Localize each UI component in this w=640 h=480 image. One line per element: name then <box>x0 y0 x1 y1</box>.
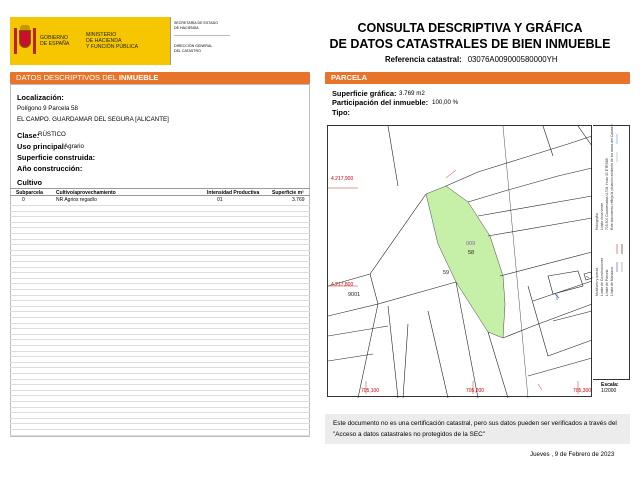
table-rule-line <box>10 306 310 307</box>
clase-label: Clase: <box>17 131 40 140</box>
col-intensidad: Intensidad Productiva <box>207 190 260 196</box>
parcel-58-label: 58 <box>468 250 475 256</box>
table-rule-line <box>10 222 310 223</box>
coord-y1: 4.217,900 <box>331 176 354 182</box>
table-rule-line <box>10 255 310 256</box>
localizacion-line2: EL CAMPO. GUARDAMAR DEL SEGURA [ALICANTE] <box>17 116 169 123</box>
col-cultivo: Cultivo/aprovechamiento <box>56 190 116 196</box>
page-title <box>310 20 630 52</box>
legend-item: 705.500 Coordenadas U.T.M. Huso 30 ETRS89 <box>605 158 609 230</box>
coord-y2: 4.217,800 <box>331 282 354 288</box>
col-subparcela: Subparcela <box>16 190 43 196</box>
table-rule-line <box>10 334 310 335</box>
cadastral-map[interactable] <box>327 125 592 397</box>
table-rule-line <box>10 362 310 363</box>
legend-item: Hidrografía <box>595 213 599 230</box>
table-rule-line <box>10 261 310 262</box>
table-row <box>10 196 310 204</box>
table-rule-line <box>10 205 310 206</box>
table-rule-line <box>10 244 310 245</box>
disclaimer-notice: Este documento no es una certificación catastral, pero sus datos pueden ser verificados a través del "Acceso a datos catastrales no protegidos de la SEC" <box>325 414 630 444</box>
map-drawing <box>328 126 593 398</box>
table-rule-line <box>10 373 310 374</box>
uso-label: Uso principal: <box>17 142 67 151</box>
table-rule-line <box>10 367 310 368</box>
table-rule-line <box>10 435 310 436</box>
table-rule-line <box>10 412 310 413</box>
title-line-1: CONSULTA DESCRIPTIVA Y GRÁFICA <box>357 21 583 35</box>
table-rule-line <box>10 267 310 268</box>
scale-value: 1/2000 <box>601 388 617 394</box>
table-rule-line <box>10 300 310 301</box>
coord-x2: 705,200 <box>466 388 485 394</box>
logo-secretaria: SECRETARÍA DE ESTADO DE HACIENDA <box>174 21 230 36</box>
legend-swatches <box>593 126 630 381</box>
ref-label: Referencia catastral: <box>385 55 462 64</box>
cultivo-table-header <box>10 188 310 196</box>
legend-item: Límite de Parcela <box>605 269 609 296</box>
table-rule-line <box>10 311 310 312</box>
table-rule-line <box>10 323 310 324</box>
parcel-9001-label: 9001 <box>348 292 361 298</box>
government-logo <box>10 17 230 65</box>
superficie-construida-label: Superficie construida: <box>17 153 96 162</box>
logo-box <box>10 17 170 65</box>
participacion-label: Participación del inmueble: <box>332 98 429 107</box>
table-rule-line <box>10 345 310 346</box>
superficie-grafica-value: 3.769 m2 <box>399 90 425 97</box>
legend-item: Mobiliario y aceras <box>595 267 599 296</box>
title-line-2: DE DATOS CATASTRALES DE BIEN INMUEBLE <box>329 37 611 51</box>
coat-of-arms-icon <box>14 24 36 58</box>
table-rule-line <box>10 283 310 284</box>
table-rule-line <box>10 407 310 408</box>
map-scale <box>601 382 629 398</box>
cell-intensidad: 01 <box>217 197 223 203</box>
cell-superficie: 3.769 <box>292 197 305 203</box>
table-rule-line <box>10 250 310 251</box>
table-rule-line <box>10 239 310 240</box>
table-rule-line <box>10 418 310 419</box>
parcel-59-label: 59 <box>443 270 450 276</box>
table-rule-line <box>10 384 310 385</box>
section-header-parcela: PARCELA <box>325 72 630 84</box>
reference-line <box>385 55 557 64</box>
localizacion-line1: Polígono 9 Parcela 58 <box>17 105 78 112</box>
table-rule-line <box>10 289 310 290</box>
superficie-grafica-label: Superficie gráfica: <box>332 89 397 98</box>
ref-value: 03076A009000580000YH <box>467 55 558 64</box>
logo-ministry-text: MINISTERIO DE HACIENDA Y FUNCIÓN PÚBLICA <box>86 32 139 50</box>
legend-item: Límite zona verde <box>600 203 604 230</box>
document-date: Jueves , 9 de Febrero de 2023 <box>530 451 615 458</box>
section-head-prefix: DATOS DESCRIPTIVOS DEL <box>16 73 119 82</box>
participacion-value: 100,00 % <box>432 99 459 106</box>
table-rule-line <box>10 339 310 340</box>
legend-item: Este documento refleja la situación existente de los datos del Catastro <box>610 124 614 230</box>
localizacion-label: Localización: <box>17 93 64 102</box>
coord-x3: 705,300 <box>573 388 592 394</box>
table-rule-line <box>10 429 310 430</box>
table-rule-line <box>10 272 310 273</box>
logo-direccion: DIRECCIÓN GENERAL DEL CATASTRO <box>174 44 213 53</box>
col-superficie: Superficie m² <box>272 190 304 196</box>
table-rule-line <box>10 216 310 217</box>
cell-subparcela: 0 <box>22 197 25 203</box>
map-legend <box>593 125 630 380</box>
uso-value: Agrario <box>64 143 84 150</box>
table-rule-line <box>10 390 310 391</box>
logo-government-text: GOBIERNO DE ESPAÑA <box>40 35 70 47</box>
legend-item: Límite de Manzana <box>610 267 614 296</box>
table-rule-line <box>10 317 310 318</box>
table-rule-line <box>10 423 310 424</box>
table-rule-line <box>10 295 310 296</box>
table-rule-line <box>10 233 310 234</box>
table-rule-line <box>10 356 310 357</box>
table-rule-line <box>10 211 310 212</box>
section-header-inmueble <box>10 72 310 84</box>
table-rule-line <box>10 227 310 228</box>
parcel-code: 009 <box>466 241 476 247</box>
table-rule-line <box>10 278 310 279</box>
table-rule-line <box>10 379 310 380</box>
cell-cultivo: NR Agrios regadío <box>56 197 97 203</box>
coord-x1: 705,100 <box>361 388 380 394</box>
scale-label: Escala: <box>601 382 619 388</box>
tipo-label: Tipo: <box>332 108 350 117</box>
legend-item: Límite de Construcciones <box>600 257 604 296</box>
table-rule-line <box>10 328 310 329</box>
anio-label: Año construcción: <box>17 164 83 173</box>
section-head-bold: INMUEBLE <box>118 73 159 82</box>
logo-side-text <box>170 17 230 65</box>
clase-value: RÚSTICO <box>38 131 66 138</box>
table-rule-line <box>10 395 310 396</box>
table-rule-line <box>10 401 310 402</box>
cultivo-label: Cultivo <box>17 178 43 187</box>
table-rule-line <box>10 351 310 352</box>
